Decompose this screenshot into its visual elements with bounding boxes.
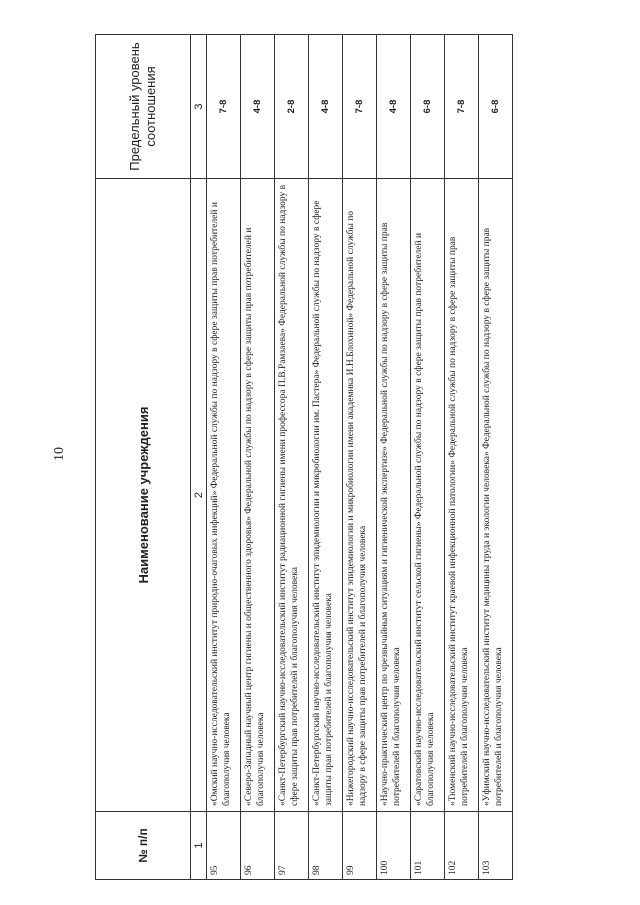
institution-name: «Санкт-Петербургский научно-исследовательский институт радиационной гигиены имени профессора П.В.Рамзаева» Федеральной службы по надзору в сфере защиты прав потребителей и благополучия человека bbox=[275, 179, 309, 812]
row-number: 101 bbox=[411, 812, 445, 880]
table-row bbox=[411, 35, 445, 880]
ratio-level: 7-8 bbox=[207, 35, 241, 179]
row-number: 99 bbox=[343, 812, 377, 880]
column-index: 2 bbox=[191, 179, 207, 812]
table-row bbox=[275, 35, 309, 880]
institution-name: «Нижегородский научно-исследовательский институт эпидемиологии и микробиологии имени академика И.Н.Блохиной» Федеральной службы по надзору в сфере защиты прав потребителей и благополучия человека bbox=[343, 179, 377, 812]
row-number: 97 bbox=[275, 812, 309, 880]
institution-name: «Уфимский научно-исследовательский институт медицины труда и экологии человека» Федеральной службы по надзору в сфере защиты прав потребителей и благополучия человека bbox=[479, 179, 513, 812]
institution-name: «Научно-практический центр по чрезвычайным ситуациям и гигиенической экспертизе» Федеральной службы по надзору в сфере защиты прав потребителей и благополучия человека bbox=[377, 179, 411, 812]
ratio-level: 4-8 bbox=[309, 35, 343, 179]
table-row bbox=[479, 35, 513, 880]
institution-name: «Омский научно-исследовательский институт природно-очаговых инфекций» Федеральной службы по надзору в сфере защиты прав потребителей и благополучия человека bbox=[207, 179, 241, 812]
ratio-level: 4-8 bbox=[241, 35, 275, 179]
table-row bbox=[207, 35, 241, 880]
header-ratio-level: Предельный уровень соотношения bbox=[96, 35, 191, 179]
row-number: 100 bbox=[377, 812, 411, 880]
row-number: 96 bbox=[241, 812, 275, 880]
ratio-level: 4-8 bbox=[377, 35, 411, 179]
column-index: 3 bbox=[191, 35, 207, 179]
institution-name: «Северо-Западный научный центр гигиены и общественного здоровья» Федеральной службы по надзору в сфере защиты прав потребителей и благополучия человека bbox=[241, 179, 275, 812]
row-number: 102 bbox=[445, 812, 479, 880]
table-row bbox=[309, 35, 343, 880]
row-number: 103 bbox=[479, 812, 513, 880]
institution-name: «Саратовский научно-исследовательский институт сельской гигиены» Федеральной службы по надзору в сфере защиты прав потребителей и благополучия человека bbox=[411, 179, 445, 812]
column-index-row bbox=[191, 35, 207, 880]
ratio-level: 7-8 bbox=[445, 35, 479, 179]
table-row bbox=[445, 35, 479, 880]
ratio-level: 6-8 bbox=[411, 35, 445, 179]
institutions-table bbox=[95, 34, 513, 880]
table-row bbox=[343, 35, 377, 880]
table-row bbox=[377, 35, 411, 880]
table-row bbox=[241, 35, 275, 880]
row-number: 98 bbox=[309, 812, 343, 880]
institution-name: «Санкт-Петербургский научно-исследовательский институт эпидемиологии и микробиологии им. Пастера» Федеральной службы по надзору в сфере защиты прав потребителей и благополучия человека bbox=[309, 179, 343, 812]
row-number: 95 bbox=[207, 812, 241, 880]
rotated-table-frame bbox=[95, 35, 504, 880]
table-header-row bbox=[96, 35, 191, 880]
institution-name: «Тюменский научно-исследовательский институт краевой инфекционной патологии» Федеральной службы по надзору в сфере защиты прав потребителей и благополучия человека bbox=[445, 179, 479, 812]
header-number: № п/п bbox=[96, 812, 191, 880]
header-institution-name: Наименование учреждения bbox=[96, 179, 191, 812]
ratio-level: 2-8 bbox=[275, 35, 309, 179]
page-number: 10 bbox=[52, 447, 67, 461]
column-index: 1 bbox=[191, 812, 207, 880]
ratio-level: 7-8 bbox=[343, 35, 377, 179]
ratio-level: 6-8 bbox=[479, 35, 513, 179]
